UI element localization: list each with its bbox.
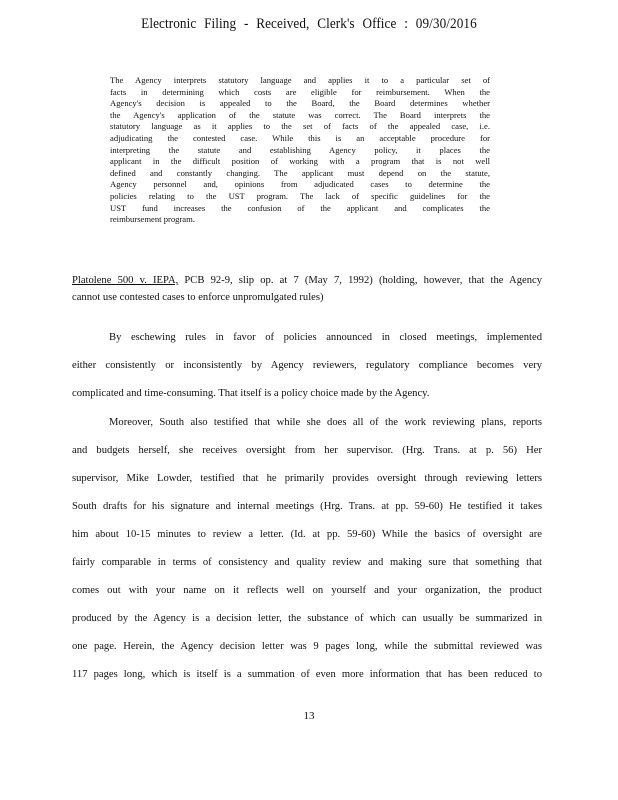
block-quote — [110, 75, 490, 226]
quote-line: facts in determining which costs are eligible for reimbursement. When the — [110, 86, 490, 97]
quote-line: Agency personnel and, opinions from adjudicated cases to determine the — [110, 179, 490, 190]
citation-line-1 — [72, 272, 542, 289]
paragraph-line: one page. Herein, the Agency decision letter was 9 pages long, while the submittal reviewed was — [72, 641, 542, 652]
citation-line-2: cannot use contested cases to enforce unpromulgated rules) — [72, 292, 324, 303]
quote-line: The Agency interprets statutory language and applies it to a particular set of — [110, 75, 490, 85]
paragraph-line: supervisor, Mike Lowder, testified that he primarily provides oversight through reviewing letters — [72, 473, 542, 484]
quote-line: defined and constantly changing. The applicant must depend on the statute, — [110, 167, 490, 178]
quote-line: Agency's decision is appealed to the Board, the Board determines whether — [110, 98, 490, 109]
filing-header: Electronic Filing - Received, Clerk's Office : 09/30/2016 — [141, 16, 477, 32]
paragraph-policies — [72, 324, 542, 408]
paragraph-line: South drafts for his signature and internal meetings (Hrg. Trans. at pp. 59-60) He testified it takes — [72, 501, 542, 512]
quote-line: applicant in the difficult position of working with a program that is not well — [110, 156, 490, 167]
quote-line: adjudicating the contested case. While this is an acceptable procedure for — [110, 132, 490, 143]
paragraph-oversight — [72, 409, 542, 689]
paragraph-line: 117 pages long, which is itself is a summation of even more information that has been reduced to — [72, 669, 542, 680]
paragraph-line: him about 10-15 minutes to review a letter. (Id. at pp. 59-60) While the basics of oversight are — [72, 529, 542, 540]
paragraph-line: By eschewing rules in favor of policies announced in closed meetings, implemented — [109, 332, 542, 343]
paragraph-line: produced by the Agency is a decision letter, the substance of which can usually be summarized in — [72, 613, 542, 624]
paragraph-line: Moreover, South also testified that while she does all of the work reviewing plans, reports — [109, 417, 542, 428]
quote-line: UST fund increases the confusion of the applicant and complicates the — [110, 202, 490, 213]
quote-line: statutory language as it applies to the set of facts of the appealed case, i.e. — [110, 121, 490, 132]
page-number: 13 — [303, 710, 315, 722]
case-name: Platolene 500 v. IEPA, — [72, 275, 179, 286]
quote-line: interpreting the statute and establishing Agency policy, it places the — [110, 144, 490, 155]
paragraph-line: either consistently or inconsistently by Agency reviewers, regulatory compliance becomes very — [72, 360, 542, 371]
quote-line: policies relating to the UST program. The lack of specific guidelines for the — [110, 190, 490, 201]
paragraph-line: complicated and time-consuming. That itself is a policy choice made by the Agency. — [72, 388, 430, 399]
paragraph-line: and budgets herself, she receives oversight from her supervisor. (Hrg. Trans. at p. 56) Her — [72, 445, 542, 456]
quote-line: reimbursement program. — [110, 214, 195, 225]
paragraph-line: comes out with your name on it reflects well on yourself and your organization, the product — [72, 585, 542, 596]
paragraph-line: fairly comparable in terms of consistency and quality review and making sure that something that — [72, 557, 542, 568]
quote-line: the Agency's application of the statute was correct. The Board interprets the — [110, 109, 490, 120]
case-citation — [72, 272, 542, 306]
citation-text: PCB 92-9, slip op. at 7 (May 7, 1992) (holding, however, that the Agency — [178, 275, 542, 286]
